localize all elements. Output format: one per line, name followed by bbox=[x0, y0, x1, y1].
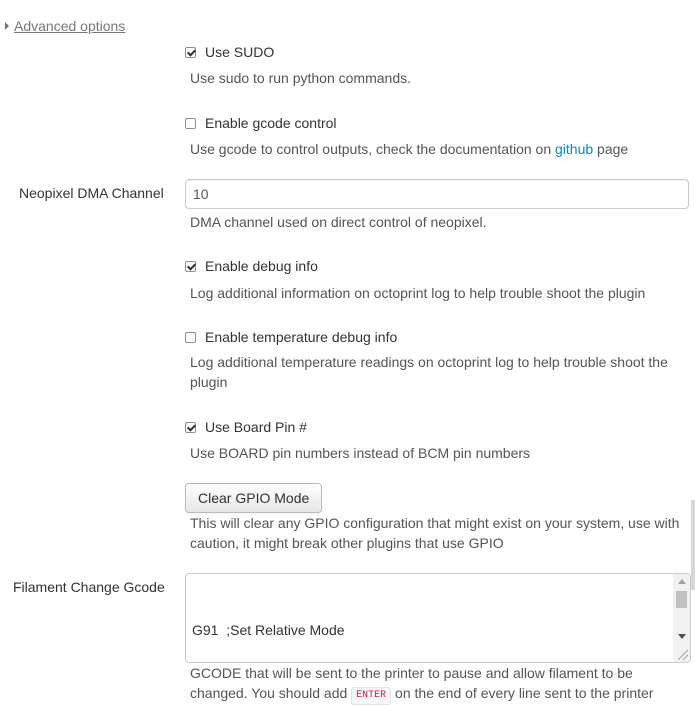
textarea-scrollbar[interactable] bbox=[673, 574, 690, 662]
debug-info-help: Log additional information on octoprint log to help trouble shoot the plugin bbox=[190, 285, 646, 301]
board-pin-option[interactable] bbox=[185, 419, 307, 435]
debug-info-label: Enable debug info bbox=[205, 258, 318, 274]
gcode-line: G91 ;Set Relative Mode bbox=[192, 622, 345, 638]
page-scroll-thumb[interactable] bbox=[691, 500, 695, 590]
gcode-control-help-text: Use gcode to control outputs, check the documentation on bbox=[190, 141, 556, 157]
temp-debug-option[interactable] bbox=[185, 329, 397, 345]
filament-gcode-textarea[interactable] bbox=[185, 573, 691, 663]
temp-debug-help-line1: Log additional temperature readings on octoprint log to help trouble shoot the bbox=[190, 354, 668, 370]
filament-help-text: changed. You should add bbox=[190, 685, 352, 701]
temp-debug-checkbox[interactable] bbox=[185, 332, 196, 343]
board-pin-checkbox[interactable] bbox=[185, 422, 196, 433]
gcode-control-option[interactable] bbox=[185, 115, 337, 131]
board-pin-label: Use Board Pin # bbox=[205, 419, 307, 435]
enter-key-badge: ENTER bbox=[351, 687, 391, 705]
filament-help-suffix: on the end of every line sent to the printer bbox=[391, 685, 654, 701]
use-sudo-option[interactable] bbox=[185, 44, 274, 60]
dma-channel-input[interactable] bbox=[185, 179, 689, 209]
dma-channel-help: DMA channel used on direct control of neopixel. bbox=[190, 214, 487, 230]
gcode-control-label: Enable gcode control bbox=[205, 115, 337, 131]
temp-debug-help-line2: plugin bbox=[190, 374, 228, 390]
caret-right-icon bbox=[5, 22, 9, 30]
gcode-control-help-suffix: page bbox=[593, 141, 629, 157]
temp-debug-label: Enable temperature debug info bbox=[205, 329, 398, 345]
clear-gpio-help-line1: This will clear any GPIO configuration that might exist on your system, use with bbox=[190, 515, 680, 531]
scroll-thumb[interactable] bbox=[676, 591, 687, 608]
dma-channel-label: Neopixel DMA Channel bbox=[19, 185, 164, 201]
scroll-up-arrow-icon[interactable] bbox=[678, 579, 686, 584]
board-pin-help: Use BOARD pin numbers instead of BCM pin numbers bbox=[190, 445, 531, 461]
debug-info-option[interactable] bbox=[185, 258, 318, 274]
debug-info-checkbox[interactable] bbox=[185, 261, 196, 272]
use-sudo-label: Use SUDO bbox=[205, 44, 275, 60]
advanced-options-toggle[interactable] bbox=[5, 18, 125, 34]
advanced-options-label: Advanced options bbox=[14, 18, 126, 34]
filament-help-line1: GCODE that will be sent to the printer to pause and allow filament to be bbox=[190, 665, 633, 681]
filament-gcode-content bbox=[192, 580, 422, 663]
clear-gpio-help-line2: caution, it might break other plugins that use GPIO bbox=[190, 535, 504, 551]
gcode-control-help bbox=[190, 139, 628, 159]
filament-help-line2 bbox=[190, 683, 653, 705]
clear-gpio-mode-button[interactable]: Clear GPIO Mode bbox=[185, 483, 322, 513]
github-link[interactable]: github bbox=[555, 141, 594, 157]
use-sudo-help: Use sudo to run python commands. bbox=[190, 70, 412, 86]
filament-gcode-label: Filament Change Gcode bbox=[13, 579, 165, 595]
use-sudo-checkbox[interactable] bbox=[185, 47, 196, 58]
scroll-down-arrow-icon[interactable] bbox=[678, 634, 686, 639]
resize-grip-icon[interactable] bbox=[678, 650, 688, 660]
page-scrollbar[interactable] bbox=[691, 0, 695, 704]
gcode-control-checkbox[interactable] bbox=[185, 118, 196, 129]
